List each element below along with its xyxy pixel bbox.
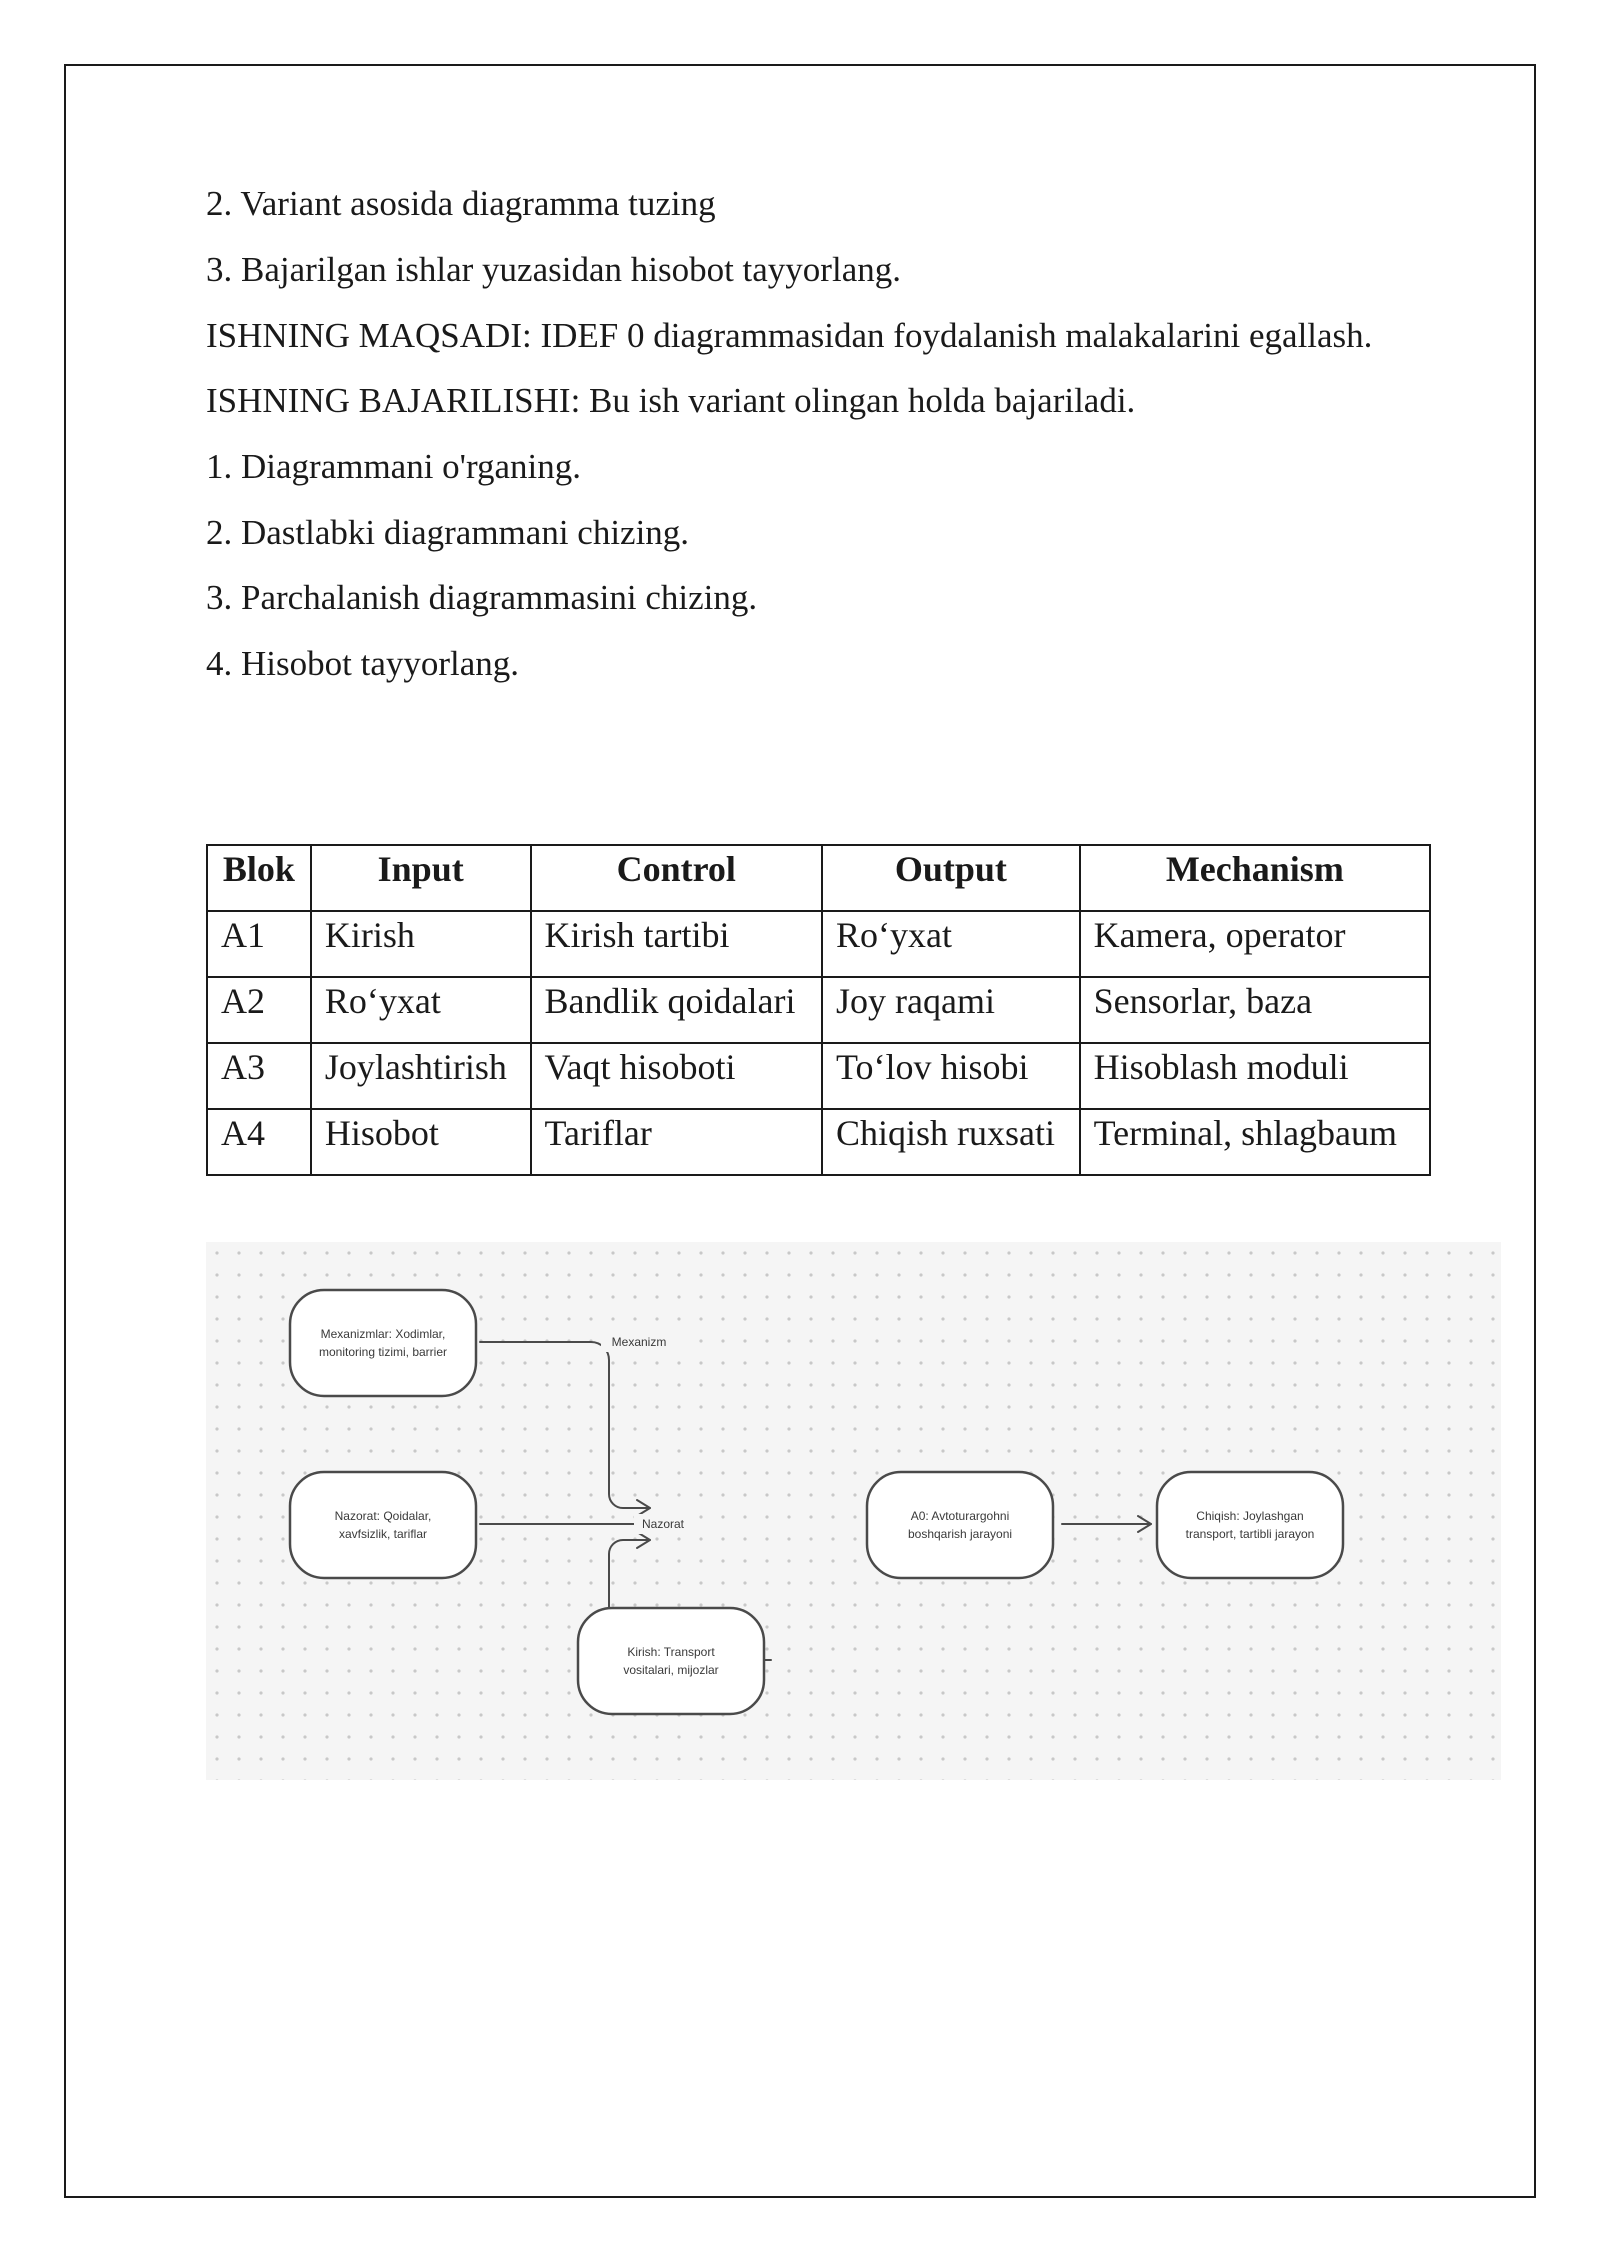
cell-input: Kirish <box>311 911 531 977</box>
mechanism-label: Mexanizm <box>611 1335 667 1349</box>
step-3: 3. Parchalanish diagrammasini chizing. <box>206 578 758 617</box>
cell-blok: A3 <box>207 1043 311 1109</box>
execution-statement: ISHNING BAJARILISHI: Bu ish variant olingan holda bajariladi. <box>206 381 1136 420</box>
process-node-line2: boshqarish jarayoni <box>907 1527 1013 1541</box>
input-node-line2: vositalari, mijozlar <box>623 1663 719 1677</box>
process-node <box>867 1472 1053 1578</box>
cell-output: Chiqish ruxsati <box>822 1109 1080 1175</box>
cell-input: Hisobot <box>311 1109 531 1175</box>
task-item-2: 2. Variant asosida diagramma tuzing <box>206 184 716 223</box>
cell-blok: A1 <box>207 911 311 977</box>
output-node-line2: transport, tartibli jarayon <box>1185 1527 1315 1541</box>
table-row <box>207 1043 1430 1109</box>
control-node-line2: xavfsizlik, tariflar <box>338 1527 428 1541</box>
cell-mechanism: Terminal, shlagbaum <box>1080 1109 1430 1175</box>
header-control: Control <box>531 845 823 911</box>
idef-table <box>206 844 1431 1176</box>
header-blok: Blok <box>207 845 311 911</box>
process-node-line1: A0: Avtoturargohni <box>910 1509 1010 1523</box>
cell-mechanism: Sensorlar, baza <box>1080 977 1430 1043</box>
cell-output: Ro‘yxat <box>822 911 1080 977</box>
table-header-row <box>207 845 1430 911</box>
task-item-3: 3. Bajarilgan ishlar yuzasidan hisobot tayyorlang. <box>206 250 901 289</box>
idef0-diagram-svg <box>206 1242 1501 1780</box>
input-node-line1: Kirish: Transport <box>627 1645 715 1659</box>
input-node <box>578 1608 764 1714</box>
table-row <box>207 977 1430 1043</box>
cell-input: Ro‘yxat <box>311 977 531 1043</box>
cell-blok: A2 <box>207 977 311 1043</box>
mechanism-node <box>290 1290 476 1396</box>
step-1: 1. Diagrammani o'rganing. <box>206 447 582 486</box>
table-row <box>207 911 1430 977</box>
output-node <box>1157 1472 1343 1578</box>
goal-statement: ISHNING MAQSADI: IDEF 0 diagrammasidan foydalanish malakalarini egallash. <box>206 316 1373 355</box>
cell-output: Joy raqami <box>822 977 1080 1043</box>
header-input: Input <box>311 845 531 911</box>
cell-control: Kirish tartibi <box>531 911 823 977</box>
control-node <box>290 1472 476 1578</box>
output-node-line1: Chiqish: Joylashgan <box>1196 1509 1304 1523</box>
cell-input: Joylashtirish <box>311 1043 531 1109</box>
mechanism-node-line1: Mexanizmlar: Xodimlar, <box>320 1327 446 1341</box>
idef0-diagram <box>206 1242 1501 1780</box>
cell-output: To‘lov hisobi <box>822 1043 1080 1109</box>
table-row <box>207 1109 1430 1175</box>
step-4: 4. Hisobot tayyorlang. <box>206 644 520 683</box>
cell-control: Vaqt hisoboti <box>531 1043 823 1109</box>
mechanism-node-line2: monitoring tizimi, barrier <box>318 1345 448 1359</box>
cell-control: Bandlik qoidalari <box>531 977 823 1043</box>
header-output: Output <box>822 845 1080 911</box>
control-node-line1: Nazorat: Qoidalar, <box>334 1509 432 1523</box>
cell-control: Tariflar <box>531 1109 823 1175</box>
header-mechanism: Mechanism <box>1080 845 1430 911</box>
cell-blok: A4 <box>207 1109 311 1175</box>
cell-mechanism: Hisoblash moduli <box>1080 1043 1430 1109</box>
control-label: Nazorat <box>641 1517 685 1531</box>
step-2: 2. Dastlabki diagrammani chizing. <box>206 513 690 552</box>
cell-mechanism: Kamera, operator <box>1080 911 1430 977</box>
